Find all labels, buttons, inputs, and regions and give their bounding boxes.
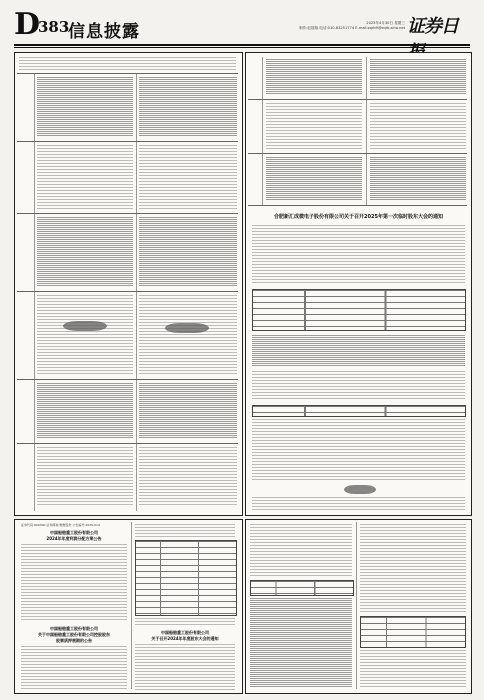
article-box-bottom-left xyxy=(14,519,243,694)
page-number: 383 xyxy=(38,18,70,36)
article-box-bottom-right xyxy=(245,519,472,694)
newspaper-logo: 证券日 xyxy=(407,16,458,37)
contact-line: 制作:赵翔翔 电话:010-83251774 E-mail:zqrb9@zqrb.sina.net xyxy=(298,26,405,30)
pledge-title-2: 股票质押展期的公告 xyxy=(56,638,92,643)
article-box-top-right xyxy=(245,52,472,516)
voting-table xyxy=(135,540,237,616)
security-code-line: 证券代码:600300 证券简称:维维股份 公告编号:2025-014 xyxy=(21,523,100,527)
proposal-table xyxy=(252,289,466,331)
article-box-top-left xyxy=(14,52,243,516)
header-rule-thin xyxy=(14,47,470,48)
profit-plan-title: 2024年年度利润分配方案公告 xyxy=(46,536,102,541)
date-table xyxy=(252,405,466,417)
header-rule xyxy=(14,44,470,46)
pledge-title-1: 关于中国船舶重工股份有限公司控股股东 xyxy=(38,632,110,637)
meeting-company: 中国船舶重工股份有限公司 xyxy=(161,630,209,635)
page-letter: D xyxy=(14,7,41,42)
section-title: 信息披露 xyxy=(68,22,140,42)
shareholder-meeting-title: 合肥新汇成微电子股份有限公司关于召开2025年第一次临时股东大会的通知 xyxy=(274,214,443,220)
header-meta xyxy=(269,21,405,31)
pledge-company: 中国船舶重工股份有限公司 xyxy=(50,626,98,631)
date-line: 2025年4月30日 星期三 xyxy=(366,21,405,25)
candidate-table xyxy=(360,616,466,648)
masthead xyxy=(14,7,470,44)
meeting-title: 关于召开2024年年度股东大会的通知 xyxy=(151,636,219,641)
profit-plan-company: 中国船舶重工股份有限公司 xyxy=(50,530,98,535)
